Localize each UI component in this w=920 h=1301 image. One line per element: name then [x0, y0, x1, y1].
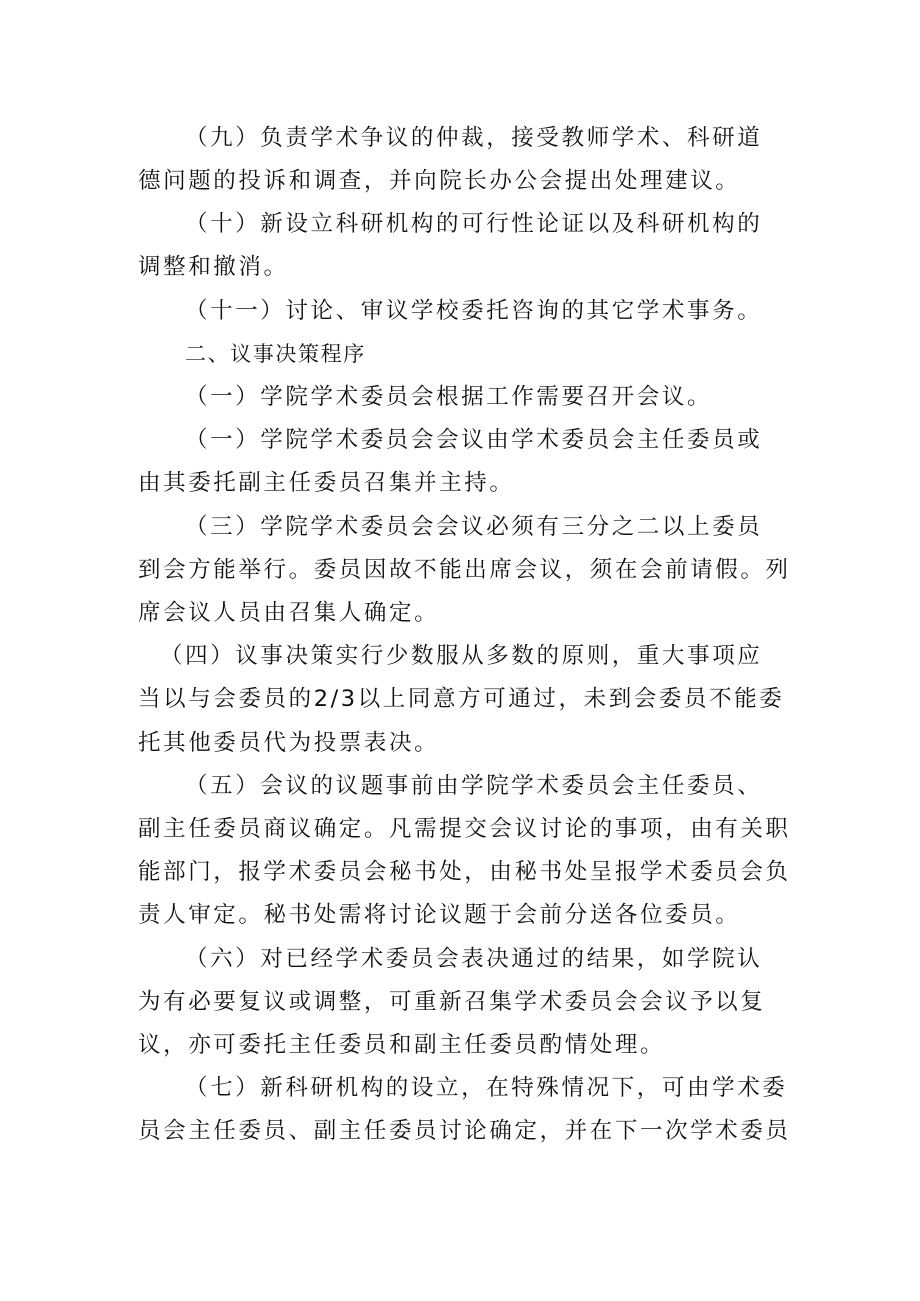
- paragraph-line: 由其委托副主任委员召集并主持。: [138, 470, 515, 496]
- paragraph-line: （十一）讨论、审议学校委托咨询的其它学术事务。: [185, 298, 763, 324]
- paragraph-line: 员会主任委员、副主任委员讨论确定，并在下一次学术委员: [138, 1118, 791, 1144]
- paragraph-line: （一）学院学术委员会会议由学术委员会主任委员或: [185, 427, 763, 453]
- paragraph-line: 议，亦可委托主任委员和副主任委员酌情处理。: [138, 1032, 666, 1058]
- paragraph-line: 能部门，报学术委员会秘书处，由秘书处呈报学术委员会负: [138, 859, 791, 885]
- paragraph-line: （五）会议的议题事前由学院学术委员会主任委员、: [185, 773, 763, 799]
- paragraph-line: 为有必要复议或调整，可重新召集学术委员会会议予以复: [138, 989, 766, 1015]
- paragraph-line: （九）负责学术争议的仲裁，接受教师学术、科研道: [185, 125, 763, 151]
- paragraph-line: 责人审定。秘书处需将讨论议题于会前分送各位委员。: [138, 902, 741, 928]
- paragraph-line: （一）学院学术委员会根据工作需要召开会议。: [185, 384, 713, 410]
- paragraph-line: 德问题的投诉和调查，并向院长办公会提出处理建议。: [138, 168, 741, 194]
- paragraph-line: 席会议人员由召集人确定。: [138, 600, 440, 626]
- paragraph-line: （十）新设立科研机构的可行性论证以及科研机构的: [185, 211, 763, 237]
- paragraph-line: 副主任委员商议确定。凡需提交会议讨论的事项，由有关职: [138, 816, 791, 842]
- paragraph-line: 托其他委员代为投票表决。: [138, 730, 440, 756]
- paragraph-line: 当以与会委员的2/3以上同意方可通过，未到会委员不能委: [138, 686, 785, 712]
- paragraph-line: 到会方能举行。委员因故不能出席会议，须在会前请假。列: [138, 557, 791, 583]
- paragraph-line: （七）新科研机构的设立，在特殊情况下，可由学术委: [185, 1075, 788, 1101]
- section-heading: 二、议事决策程序: [185, 342, 366, 366]
- paragraph-line: （三）学院学术委员会会议必须有三分之二以上委员: [185, 514, 763, 540]
- paragraph-line: （六）对已经学术委员会表决通过的结果，如学院认: [185, 946, 763, 972]
- paragraph-line: （四）议事决策实行少数服从多数的原则，重大事项应: [160, 643, 763, 669]
- paragraph-line: 调整和撤消。: [138, 254, 289, 280]
